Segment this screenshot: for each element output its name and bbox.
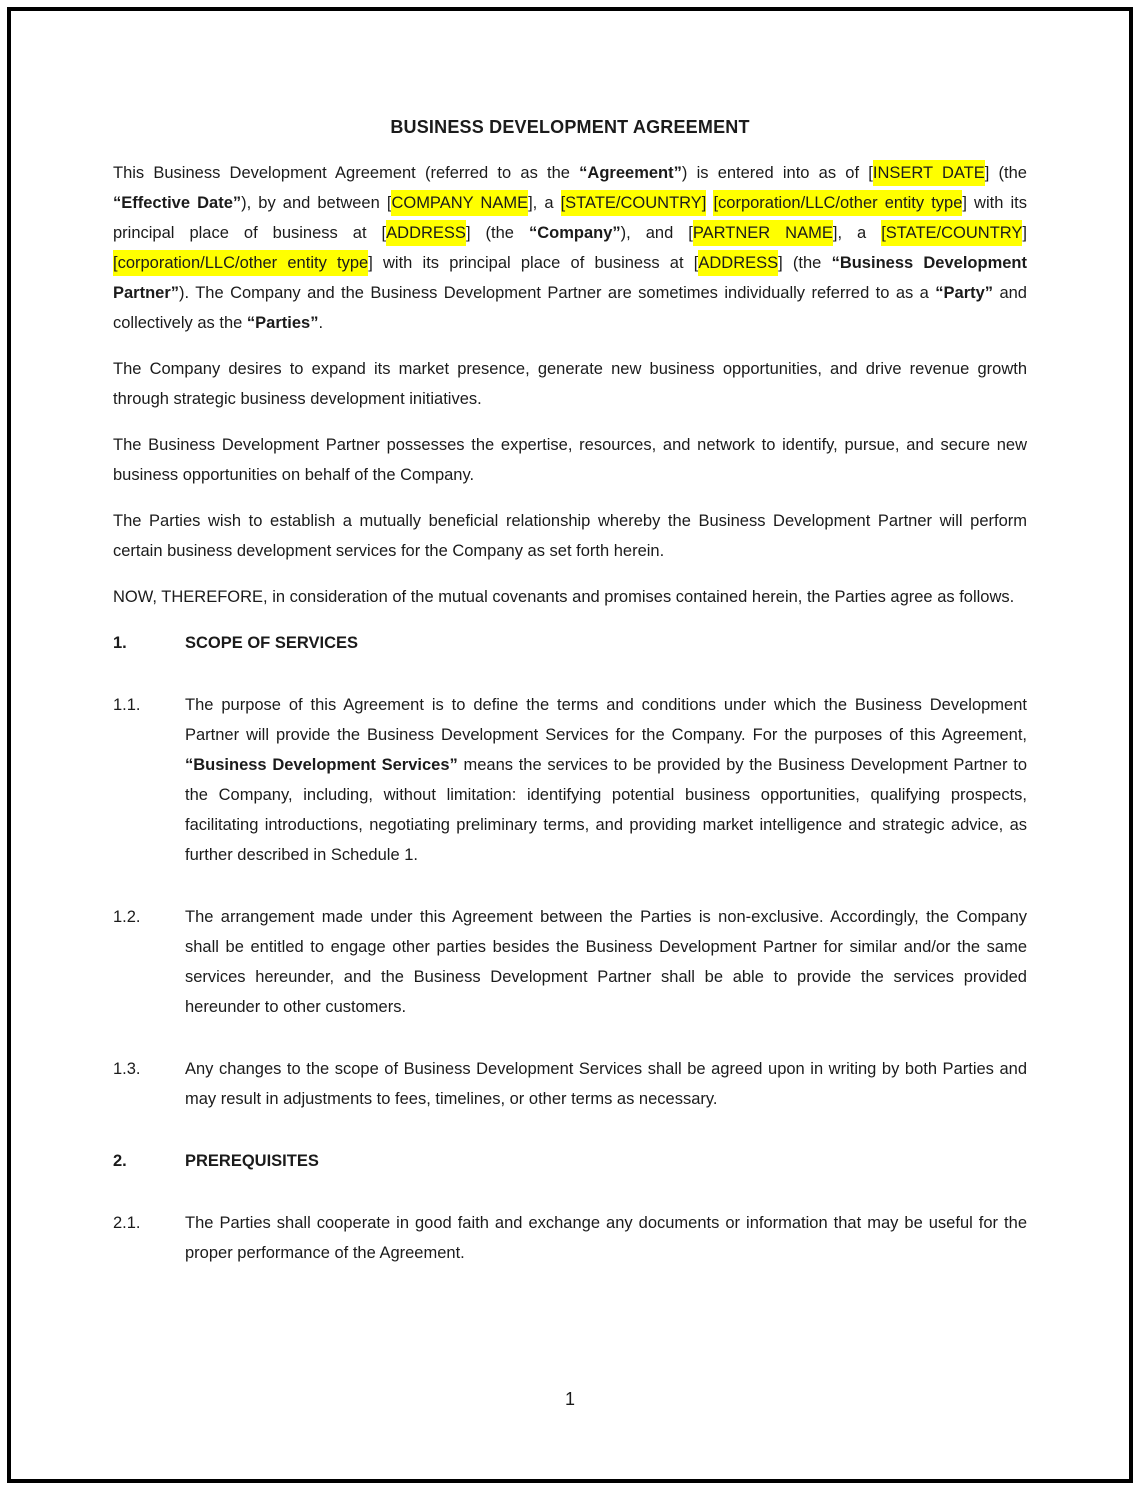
text-run: ] (the	[778, 254, 832, 272]
defined-term: “Agreement”	[579, 164, 682, 182]
clause	[113, 902, 1027, 1022]
intro-paragraph	[113, 354, 1027, 414]
text-run: The arrangement made under this Agreement between the Parties is non-exclusive. Accordingly, the Company shall be entitled to engage other parties besides the Business Development Partner for similar and/or the same services hereunder, and the Business Development Partner shall be able to provide the services provided hereunder to other customers.	[185, 908, 1027, 1016]
text-run: ] with its principal place of business at [	[368, 254, 699, 272]
agreement-sections	[113, 628, 1027, 1268]
defined-term: “Business Development Partner”	[113, 254, 1027, 302]
text-run: ] with its principal place of business at [	[113, 194, 1027, 242]
text-run: .	[318, 314, 324, 332]
text-run: NOW, THEREFORE, in consideration of the mutual covenants and promises contained herein, the Parties agree as follows.	[113, 588, 1015, 606]
text-run: means the services to be provided by the Business Development Partner to the Company, including, without limitation: identifying potential business opportunities, qualifying prospects, facilitating introductions, negotiating preliminary terms, and providing market intelligence and strategic advice, as further described in Schedule 1.	[185, 756, 1027, 864]
text-run: ], a	[832, 224, 882, 242]
section-number: 1.	[113, 634, 127, 652]
clause	[113, 690, 1027, 870]
section-heading-label: PREREQUISITES	[185, 1152, 319, 1170]
intro-paragraph	[113, 506, 1027, 566]
defined-term: “Parties”	[246, 314, 319, 332]
intro-paragraph	[113, 430, 1027, 490]
text-run: ), by and between [	[241, 194, 392, 212]
text-run: The Business Development Partner possesses the expertise, resources, and network to identify, pursue, and secure new business opportunities on behalf of the Company.	[113, 436, 1027, 484]
text-run: ], a	[528, 194, 561, 212]
highlighted-placeholder: ADDRESS	[386, 220, 466, 246]
text-run: and collectively as the	[113, 284, 1027, 332]
highlighted-placeholder: [STATE/COUNTRY	[881, 220, 1022, 246]
section-heading	[113, 628, 1027, 658]
text-run: ). The Company and the Business Development Partner are sometimes individually referred to as a	[179, 284, 936, 302]
text-run: The Parties wish to establish a mutually beneficial relationship whereby the Business Development Partner will perform certain business development services for the Company as set forth herein.	[113, 512, 1027, 560]
clause-number: 2.1.	[113, 1214, 141, 1232]
text-run: ) is entered into as of [	[681, 164, 873, 182]
text-run: The Parties shall cooperate in good faith and exchange any documents or information that may be useful for the proper performance of the Agreement.	[185, 1214, 1027, 1262]
text-run: ] (the	[465, 224, 529, 242]
highlighted-placeholder: [corporation/LLC/other entity type	[713, 190, 962, 216]
text-run: This Business Development Agreement (referred to as the	[113, 164, 580, 182]
highlighted-placeholder: [STATE/COUNTRY]	[561, 190, 707, 216]
clause-text	[185, 690, 1027, 870]
section-number: 2.	[113, 1152, 127, 1170]
section-heading	[113, 1146, 1027, 1176]
page-number: 1	[564, 1389, 575, 1409]
highlighted-placeholder: COMPANY NAME	[391, 190, 528, 216]
text-run: Any changes to the scope of Business Development Services shall be agreed upon in writing by both Parties and may result in adjustments to fees, timelines, or other terms as necessary.	[185, 1060, 1027, 1108]
highlighted-placeholder: INSERT DATE	[873, 160, 985, 186]
intro-paragraphs	[113, 158, 1027, 612]
highlighted-placeholder: [corporation/LLC/other entity type	[113, 250, 368, 276]
clause	[113, 1208, 1027, 1268]
defined-term: “Company”	[528, 224, 621, 242]
defined-term: “Effective Date”	[113, 194, 242, 212]
intro-paragraph	[113, 582, 1027, 612]
clause-text	[185, 1208, 1027, 1268]
clause	[113, 1054, 1027, 1114]
clause-text	[185, 902, 1027, 1022]
intro-paragraph	[113, 158, 1027, 338]
text-run: ), and [	[620, 224, 693, 242]
document-title: BUSINESS DEVELOPMENT AGREEMENT	[390, 117, 750, 137]
clause-text	[185, 1054, 1027, 1114]
defined-term: “Business Development Services”	[185, 756, 458, 774]
text-run: ] (the	[984, 164, 1027, 182]
highlighted-placeholder: ADDRESS	[698, 250, 778, 276]
defined-term: “Party”	[935, 284, 994, 302]
clause-number: 1.2.	[113, 908, 141, 926]
text-run: The Company desires to expand its market presence, generate new business opportunities, and drive revenue growth through strategic business development initiatives.	[113, 360, 1027, 408]
section-heading-label: SCOPE OF SERVICES	[185, 634, 358, 652]
clause-number: 1.3.	[113, 1060, 141, 1078]
text-run: ]	[1022, 224, 1027, 242]
highlighted-placeholder: PARTNER NAME	[693, 220, 833, 246]
clause-number: 1.1.	[113, 696, 141, 714]
text-run: The purpose of this Agreement is to define the terms and conditions under which the Business Development Partner will provide the Business Development Services for the Company. For the purposes of this Agreement,	[185, 696, 1027, 744]
document-content	[113, 112, 1027, 1300]
